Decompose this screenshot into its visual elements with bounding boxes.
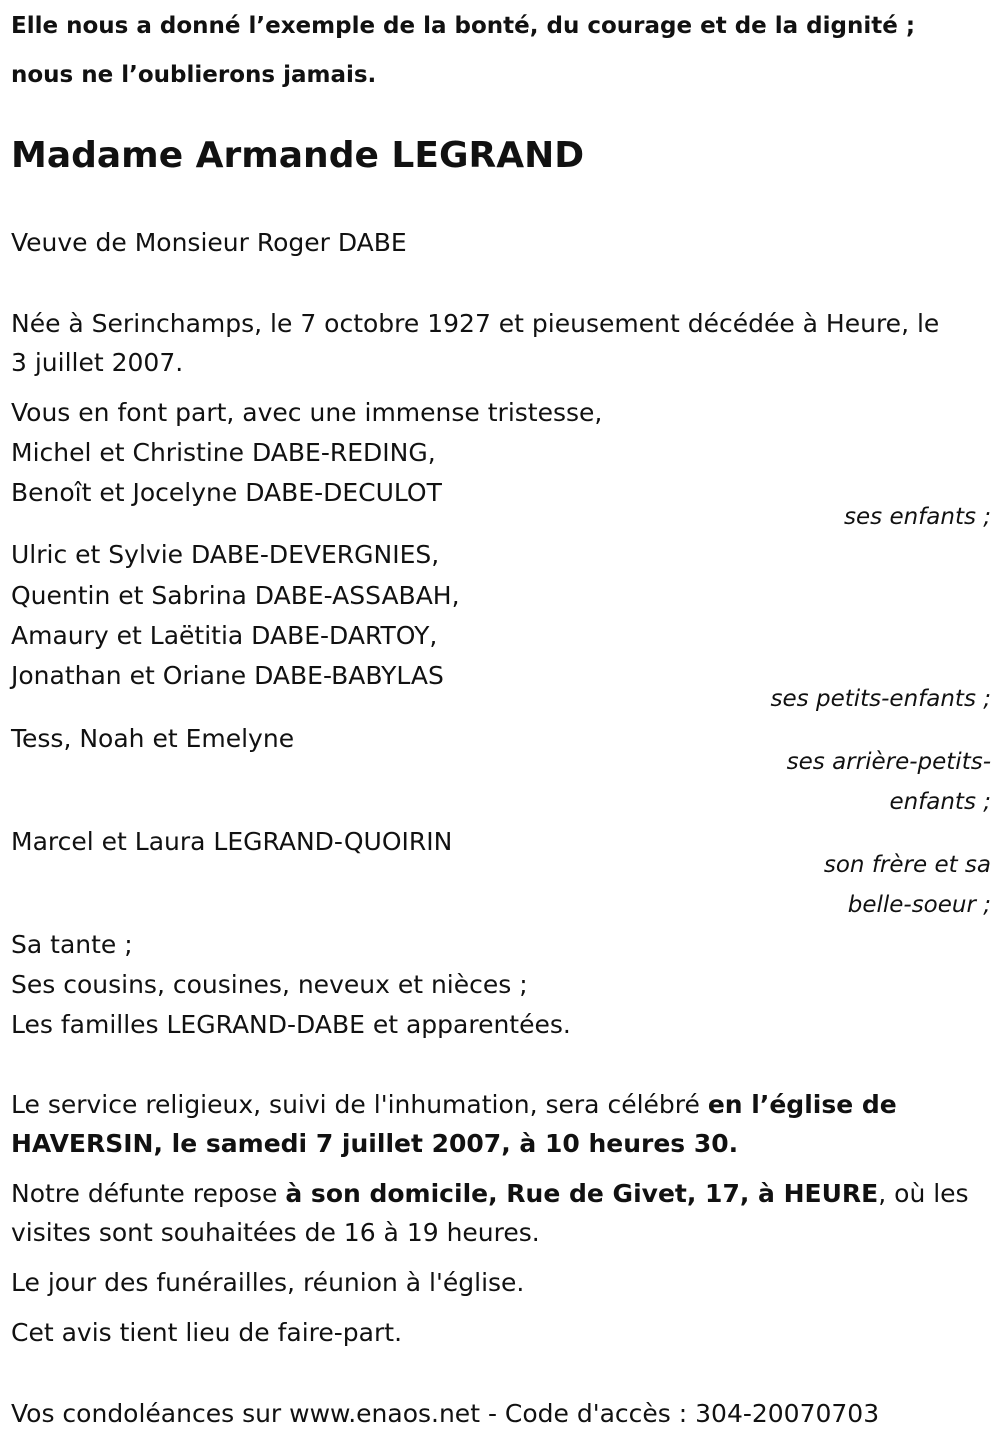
grandchild-family-3: Amaury et Laëtitia DABE-DARTOY, [11, 621, 438, 650]
service-prefix: Le service religieux, suivi de l'inhumation, sera célébré [11, 1090, 708, 1119]
rest-prefix: Notre défunte repose [11, 1179, 286, 1208]
other-relative-1: Sa tante ; [11, 930, 133, 959]
grandchild-family-2: Quentin et Sabrina DABE-ASSABAH, [11, 581, 460, 610]
service-line-1 [11, 1085, 897, 1125]
birth-death-line-2: 3 juillet 2007. [11, 348, 184, 377]
relation-children: ses enfants ; [844, 504, 991, 530]
relation-grandchildren: ses petits-enfants ; [770, 686, 991, 712]
grandchild-family-4: Jonathan et Oriane DABE-BABYLAS [11, 661, 444, 690]
condolences: Vos condoléances sur www.enaos.net - Code d'accès : 304-20070703 [11, 1399, 880, 1428]
relation-great-grandchildren-line-2: enfants ; [889, 789, 991, 815]
service-line-2: HAVERSIN, le samedi 7 juillet 2007, à 10 heures 30. [11, 1129, 739, 1158]
rest-suffix: , où les [878, 1179, 969, 1208]
announcement-intro: Vous en font part, avec une immense tristesse, [11, 398, 603, 427]
notice: Cet avis tient lieu de faire-part. [11, 1318, 403, 1347]
relation-sibling-line-2: belle-soeur ; [847, 892, 991, 918]
relation-sibling-line-1: son frère et sa [823, 852, 991, 878]
sibling-family: Marcel et Laura LEGRAND-QUOIRIN [11, 827, 453, 856]
child-family-2: Benoît et Jocelyne DABE-DECULOT [11, 478, 442, 507]
rest-line-2: visites sont souhaitées de 16 à 19 heures. [11, 1218, 540, 1247]
deceased-name: Madame Armande LEGRAND [11, 135, 585, 176]
service-location: en l’église de [707, 1090, 897, 1119]
other-relative-3: Les familles LEGRAND-DABE et apparentées. [11, 1010, 571, 1039]
other-relative-2: Ses cousins, cousines, neveux et nièces ; [11, 970, 528, 999]
widow-of: Veuve de Monsieur Roger DABE [11, 228, 407, 257]
quote-line-1: Elle nous a donné l’exemple de la bonté, du courage et de la dignité ; [11, 13, 916, 39]
funeral-day: Le jour des funérailles, réunion à l'église. [11, 1268, 525, 1297]
rest-line-1 [11, 1174, 969, 1214]
quote-line-2: nous ne l’oublierons jamais. [11, 62, 377, 88]
grandchild-family-1: Ulric et Sylvie DABE-DEVERGNIES, [11, 540, 440, 569]
child-family-1: Michel et Christine DABE-REDING, [11, 438, 436, 467]
relation-great-grandchildren-line-1: ses arrière-petits- [786, 749, 991, 775]
birth-death-line-1: Née à Serinchamps, le 7 octobre 1927 et pieusement décédée à Heure, le [11, 309, 940, 338]
rest-address: à son domicile, Rue de Givet, 17, à HEURE [285, 1179, 879, 1208]
great-grandchildren: Tess, Noah et Emelyne [11, 724, 295, 753]
